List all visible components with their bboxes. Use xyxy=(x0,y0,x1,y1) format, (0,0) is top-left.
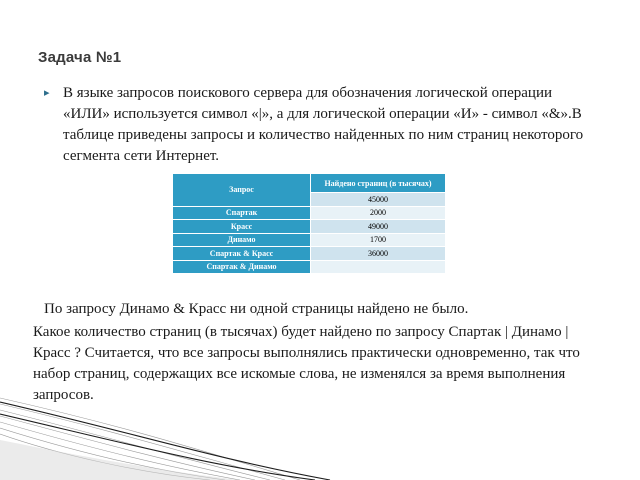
table-row xyxy=(173,260,446,274)
header-pages: Найдено страниц (в тысячах) xyxy=(311,174,446,193)
query-table xyxy=(172,173,446,274)
table-cell-query: Спартак & Красс xyxy=(173,247,311,261)
table-cell-query: Спартак & Динамо xyxy=(173,260,311,274)
table-cell-query: Динамо xyxy=(173,233,311,247)
decorative-lines xyxy=(0,380,640,480)
table-cell-query: Красс xyxy=(173,220,311,234)
table-cell-pages: 1700 xyxy=(311,233,446,247)
arrow-bullet-icon: ▸ xyxy=(44,87,50,99)
table-row xyxy=(173,233,446,247)
table-cell-pages: 36000 xyxy=(311,247,446,261)
table-cell-pages: 45000 xyxy=(311,193,446,207)
table-row xyxy=(173,206,446,220)
bullet-text: В языке запросов поискового сервера для обозначения логической операции «ИЛИ» используется символ «|», а для логической операции «И» - символ «&».В таблице приведены запросы и количество найденных по ним страниц некоторого сегмента сети Интернет. xyxy=(63,85,584,164)
table-cell-empty xyxy=(311,260,446,274)
header-query: Запрос xyxy=(173,174,311,207)
table-cell-pages: 49000 xyxy=(311,220,446,234)
table-header-row xyxy=(173,174,446,193)
table-cell-query: Спартак xyxy=(173,206,311,220)
table-cell-pages: 2000 xyxy=(311,206,446,220)
bullet-paragraph xyxy=(44,83,604,167)
table-row xyxy=(173,220,446,234)
table-row xyxy=(173,247,446,261)
slide-title: Задача №1 xyxy=(38,49,122,66)
question-text: Какое количество страниц (в тысячах) будет найдено по запросу Спартак | Динамо | Красс ? Считается, что все запросы выполнялись практически одновременно, так что набор страниц, содержащих все искомые слова, не изменялся за время выполнения запросов. xyxy=(33,324,580,403)
note-text: По запросу Динамо & Красс ни одной страницы найдено не было. xyxy=(44,301,469,317)
